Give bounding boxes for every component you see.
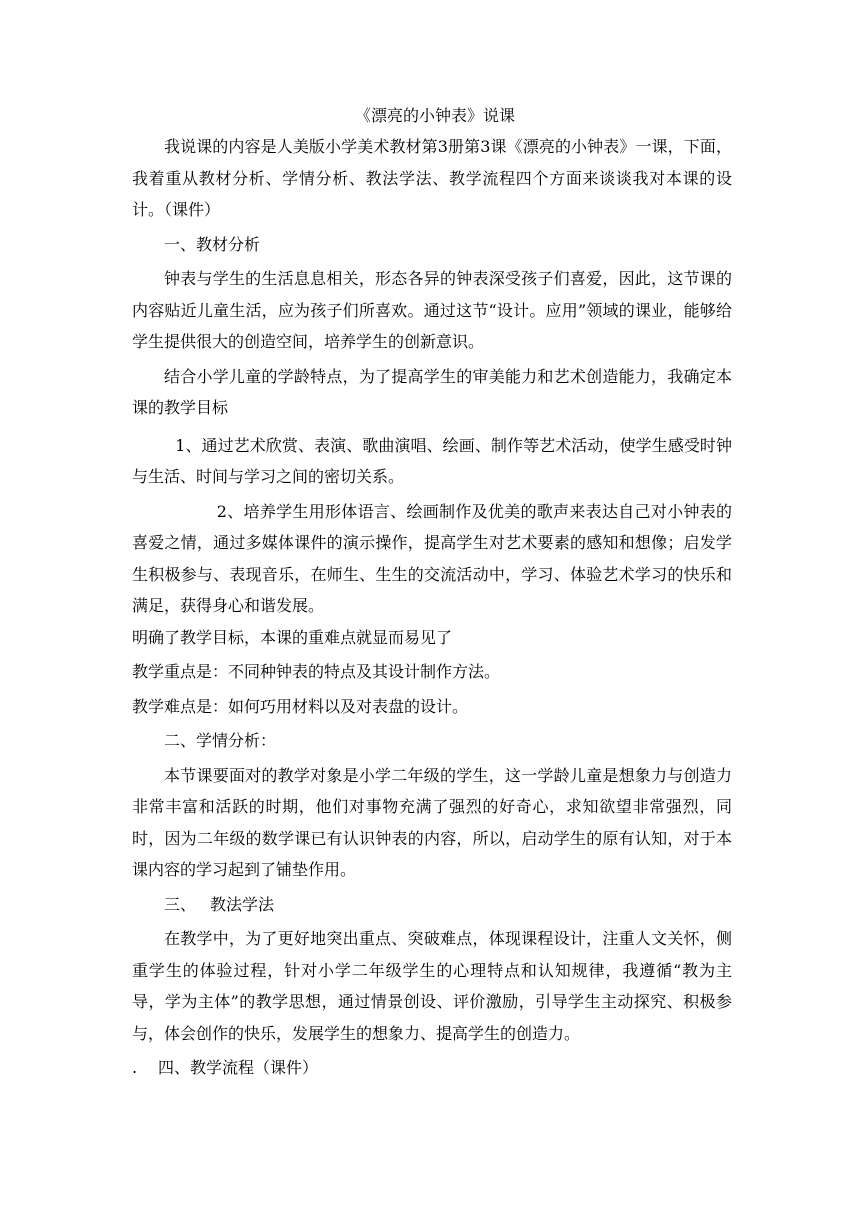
key-point-line: 教学重点是：不同种钟表的特点及其设计制作方法。: [132, 662, 501, 681]
textbook-analysis-paragraph-1: 钟表与学生的生活息息相关，形态各异的钟表深受孩子们喜爱，因此，这节课的内容贴近儿童生活，应为孩子们所喜欢。通过这节“设计。应用”领域的课业，能够给学生提供很大的创造空间，培养学生的创新意识。: [132, 269, 732, 351]
section-heading-teaching-methods: [132, 889, 732, 921]
section-heading-teaching-methods-number: 三、: [164, 894, 197, 914]
document-body: [132, 100, 732, 1084]
learner-analysis-paragraph: 本节课要面对的教学对象是小学二年级的学生，这一学龄儿童是想象力与创造力非常丰富和活跃的时期，他们对事物充满了强烈的好奇心，求知欲望非常强烈，同时，因为二年级的数学课已有认识钟表的内容，所以，启动学生的原有认知，对于本课内容的学习起到了铺垫作用。: [132, 765, 732, 879]
section-heading-teaching-process-text: 四、教学流程（课件）: [158, 1058, 319, 1077]
intro-paragraph: 我说课的内容是人美版小学美术教材第3册第3课《漂亮的小钟表》一课，下面，我着重从教材分析、学情分析、教法学法、教学流程四个方面来谈谈我对本课的设计。（课件）: [132, 137, 732, 219]
document-title: 《漂亮的小钟表》说课: [354, 106, 515, 125]
leading-dot: .: [132, 1058, 138, 1077]
teaching-methods-paragraph: 在教学中，为了更好地突出重点、突破难点，体现课程设计，注重人文关怀，侧重学生的体验过程，针对小学二年级学生的心理特点和认知规律，我遵循“教为主导，学为主体”的教学思想，通过情景创设、评价激励，引导学生主动探究、积极参与，体会创作的快乐，发展学生的想象力、提高学生的创造力。: [132, 929, 732, 1043]
section-heading-learner-analysis: 二、学情分析：: [164, 731, 277, 750]
section-heading-teaching-methods-text: 教法学法: [210, 894, 275, 914]
textbook-analysis-paragraph-2: 结合小学儿童的学龄特点，为了提高学生的审美能力和艺术创造能力，我确定本课的教学目标: [132, 366, 732, 417]
goal-summary-line: 明确了教学目标，本课的重难点就显而易见了: [132, 627, 453, 647]
difficulty-line: 教学难点是：如何巧用材料以及对表盘的设计。: [132, 696, 469, 716]
section-heading-teaching-process: [132, 1052, 732, 1084]
teaching-goal-2: 2、培养学生用形体语言、绘画制作及优美的歌声来表达自己对小钟表的喜爱之情，通过多媒体课件的演示操作，提高学生对艺术要素的感知和想像；启发学生积极参与、表现音乐，在师生、生生的交流活动中，学习、体验艺术学习的快乐和满足，获得身心和谐发展。: [132, 501, 732, 615]
teaching-goal-1: 1、通过艺术欣赏、表演、歌曲演唱、绘画、制作等艺术活动，使学生感受时钟与生活、时间与学习之间的密切关系。: [132, 435, 732, 486]
section-heading-textbook-analysis: 一、教材分析: [164, 234, 261, 254]
